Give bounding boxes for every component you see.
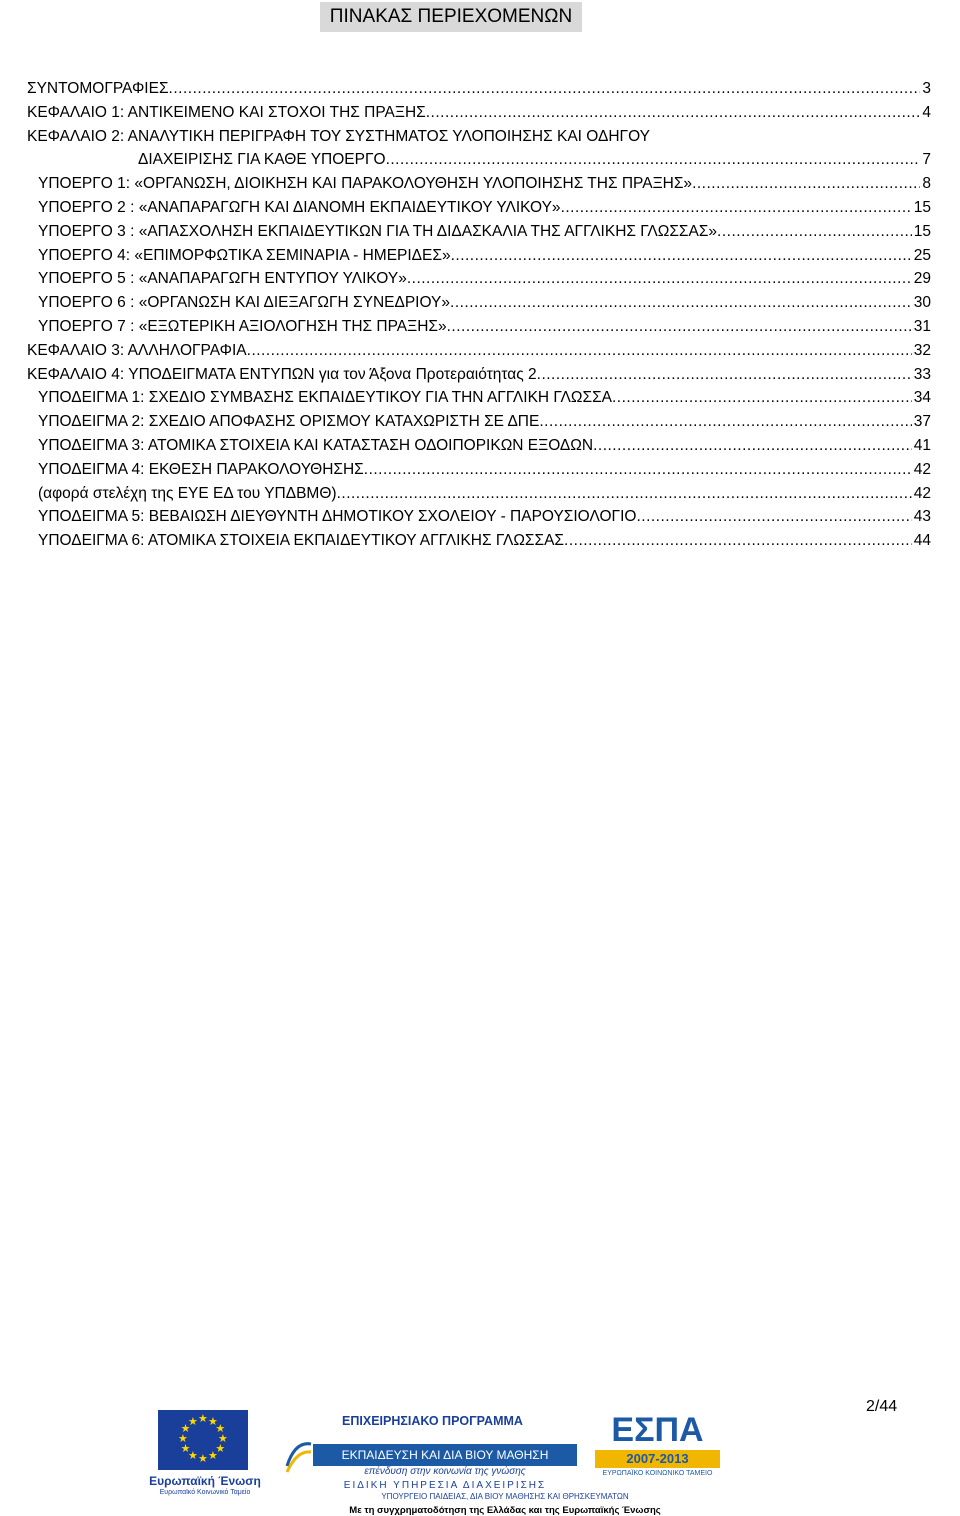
toc-entry-line bbox=[27, 339, 931, 363]
toc-page-number: 25 bbox=[913, 246, 931, 264]
toc-dot-leader bbox=[447, 315, 912, 339]
star-icon: ★ bbox=[188, 1450, 198, 1463]
toc-entry-label: ΚΕΦΑΛΑΙΟ 2: ΑΝΑΛΥΤΙΚΗ ΠΕΡΙΓΡΑΦΗ ΤΟΥ ΣΥΣΤΗΜΑΤΟΣ ΥΛΟΠΟΙΗΣΗΣ ΚΑΙ ΟΔΗΓΟΥ bbox=[27, 127, 650, 145]
toc-entry[interactable] bbox=[27, 363, 931, 387]
toc-page-number: 44 bbox=[913, 532, 931, 550]
toc-entry[interactable] bbox=[27, 244, 931, 268]
toc-entry-label: ΥΠΟΕΡΓΟ 2 : «ΑΝΑΠΑΡΑΓΩΓΗ ΚΑΙ ΔΙΑΝΟΜΗ ΕΚΠΑΙΔΕΥΤΙΚΟΥ ΥΛΙΚΟΥ» bbox=[38, 198, 561, 216]
toc-page-number: 8 bbox=[922, 175, 931, 193]
star-icon: ★ bbox=[208, 1450, 218, 1463]
toc-entry[interactable] bbox=[27, 172, 931, 196]
toc-entry-label: (αφορά στελέχη της ΕΥΕ ΕΔ του ΥΠΔΒΜΘ) bbox=[38, 484, 337, 502]
toc-entry[interactable] bbox=[27, 77, 931, 101]
footer-logos bbox=[140, 1410, 720, 1516]
wave-icon bbox=[285, 1436, 313, 1476]
toc-dot-leader bbox=[451, 244, 912, 268]
toc-entry[interactable] bbox=[27, 196, 931, 220]
eu-flag-icon bbox=[158, 1410, 248, 1470]
toc-entry-line bbox=[27, 77, 931, 101]
toc-page-number: 31 bbox=[913, 317, 931, 335]
toc-entry-line bbox=[38, 410, 931, 434]
cofinance-line: Με τη συγχρηματοδότηση της Ελλάδας και της Ευρωπαϊκής Ένωσης bbox=[349, 1505, 661, 1516]
toc-entry-line bbox=[38, 434, 931, 458]
toc-dot-leader bbox=[692, 172, 920, 196]
toc-entry-label: ΥΠΟΔΕΙΓΜΑ 5: ΒΕΒΑΙΩΣΗ ΔΙΕΥΘΥΝΤΗ ΔΗΜΟΤΙΚΟΥ ΣΧΟΛΕΙΟΥ - ΠΑΡΟΥΣΙΟΛΟΓΙΟ bbox=[38, 508, 637, 526]
toc-entry[interactable] bbox=[27, 529, 931, 553]
toc-entry[interactable] bbox=[27, 101, 931, 125]
toc-entry-line bbox=[27, 101, 931, 125]
toc-entry[interactable] bbox=[27, 125, 931, 173]
toc-page-number: 34 bbox=[913, 389, 931, 407]
toc-entry-line bbox=[38, 196, 931, 220]
operational-programme-logo bbox=[285, 1414, 580, 1504]
toc-dot-leader bbox=[539, 410, 911, 434]
toc-entry-label: ΥΠΟΔΕΙΓΜΑ 3: ΑΤΟΜΙΚΑ ΣΤΟΙΧΕΙΑ ΚΑΙ ΚΑΤΑΣΤΑΣΗ ΟΔΟΙΠΟΡΙΚΩΝ ΕΞΟΔΩΝ bbox=[38, 436, 594, 454]
toc-entry-line bbox=[38, 244, 931, 268]
star-icon: ★ bbox=[180, 1423, 191, 1435]
star-icon: ★ bbox=[178, 1433, 188, 1445]
toc-entry-label: ΥΠΟΕΡΓΟ 1: «ΟΡΓΑΝΩΣΗ, ΔΙΟΙΚΗΣΗ ΚΑΙ ΠΑΡΑΚΟΛΟΥΘΗΣΗ ΥΛΟΠΟΙΗΣΗΣ ΤΗΣ ΠΡΑΞΗΣ» bbox=[38, 175, 693, 193]
toc-page-number: 33 bbox=[913, 365, 931, 383]
op-caption: ΕΠΙΧΕΙΡΗΣΙΑΚΟ ΠΡΟΓΡΑΜΜΑ bbox=[342, 1414, 523, 1428]
toc-entry-label: ΚΕΦΑΛΑΙΟ 1: ΑΝΤΙΚΕΙΜΕΝΟ ΚΑΙ ΣΤΟΧΟΙ ΤΗΣ ΠΡΑΞΗΣ bbox=[27, 103, 426, 121]
toc-entry-line bbox=[38, 386, 931, 410]
toc-page-number: 29 bbox=[913, 270, 931, 288]
toc-entry-label: ΥΠΟΔΕΙΓΜΑ 6: ΑΤΟΜΙΚΑ ΣΤΟΙΧΕΙΑ ΕΚΠΑΙΔΕΥΤΙΚΟΥ ΑΓΓΛΙΚΗΣ ΓΛΩΣΣΑΣ bbox=[38, 532, 565, 550]
toc-entry[interactable] bbox=[27, 220, 931, 244]
page-number: 2/44 bbox=[866, 1398, 898, 1415]
ministry-line: ΥΠΟΥΡΓΕΙΟ ΠΑΙΔΕΙΑΣ, ΔΙΑ ΒΙΟΥ ΜΑΘΗΣΗΣ ΚΑΙ ΘΡΗΣΚΕΥΜΑΤΩΝ bbox=[381, 1492, 629, 1501]
toc-dot-leader bbox=[450, 291, 912, 315]
toc-entry-line bbox=[38, 482, 931, 506]
star-icon: ★ bbox=[198, 1413, 208, 1425]
op-service: ΕΙΔΙΚΗ ΥΠΗΡΕΣΙΑ ΔΙΑΧΕΙΡΙΣΗΣ bbox=[343, 1480, 547, 1491]
star-icon: ★ bbox=[215, 1443, 226, 1455]
toc-entry-label: ΣΥΝΤΟΜΟΓΡΑΦΙΕΣ bbox=[27, 80, 169, 97]
toc-page-number: 41 bbox=[913, 436, 931, 454]
toc-entry[interactable] bbox=[27, 458, 931, 482]
toc-page-number: 37 bbox=[913, 413, 931, 431]
toc-entry-line bbox=[38, 267, 931, 291]
toc-dot-leader bbox=[247, 339, 912, 363]
toc-page-number: 4 bbox=[922, 103, 931, 121]
toc-entry-line bbox=[38, 315, 931, 339]
toc-entry[interactable] bbox=[27, 505, 931, 529]
toc-entry[interactable] bbox=[27, 267, 931, 291]
espa-logo bbox=[595, 1410, 720, 1500]
toc-dot-leader bbox=[636, 505, 911, 529]
toc-dot-leader bbox=[717, 220, 912, 244]
toc-page-number: 30 bbox=[913, 294, 931, 312]
toc-entry-line bbox=[27, 148, 931, 172]
toc-dot-leader bbox=[537, 363, 912, 387]
toc-entry-label: ΚΕΦΑΛΑΙΟ 4: ΥΠΟΔΕΙΓΜΑΤΑ ΕΝΤΥΠΩΝ για τον Άξονα Προτεραιότητας 2 bbox=[27, 365, 537, 383]
star-icon: ★ bbox=[180, 1443, 191, 1455]
toc-dot-leader bbox=[593, 434, 912, 458]
toc-entry-label: ΥΠΟΔΕΙΓΜΑ 4: ΕΚΘΕΣΗ ΠΑΡΑΚΟΛΟΥΘΗΣΗΣ bbox=[38, 460, 364, 478]
toc-entry[interactable] bbox=[27, 482, 931, 506]
toc-dot-leader bbox=[386, 148, 921, 172]
star-icon: ★ bbox=[208, 1415, 218, 1428]
toc-entry-label: ΥΠΟΕΡΓΟ 7 : «ΕΞΩΤΕΡΙΚΗ ΑΞΙΟΛΟΓΗΣΗ ΤΗΣ ΠΡΑΞΗΣ» bbox=[38, 317, 447, 335]
star-icon: ★ bbox=[188, 1415, 198, 1428]
toc-page-number: 43 bbox=[913, 508, 931, 526]
toc-entry-label: ΥΠΟΕΡΓΟ 3 : «ΑΠΑΣΧΟΛΗΣΗ ΕΚΠΑΙΔΕΥΤΙΚΩΝ ΓΙΑ ΤΗ ΔΙΔΑΣΚΑΛΙΑ ΤΗΣ ΑΓΓΛΙΚΗΣ ΓΛΩΣΣΑΣ» bbox=[38, 222, 718, 240]
eu-label: Ευρωπαϊκή Ένωση bbox=[149, 1474, 261, 1488]
toc-entry-label: ΥΠΟΔΕΙΓΜΑ 2: ΣΧΕΔΙΟ ΑΠΟΦΑΣΗΣ ΟΡΙΣΜΟΥ ΚΑΤΑΧΩΡΙΣΤΗ ΣΕ ΔΠΕ bbox=[38, 413, 540, 431]
toc-entry-label-continued: ΔΙΑΧΕΙΡΙΣΗΣ ΓΙΑ ΚΑΘΕ ΥΠΟΕΡΓΟ bbox=[138, 151, 386, 169]
toc-dot-leader bbox=[169, 77, 921, 101]
espa-fund: ΕΥΡΩΠΑΪΚΟ ΚΟΙΝΩΝΙΚΟ ΤΑΜΕΙΟ bbox=[602, 1470, 713, 1477]
page-title: ΠΙΝΑΚΑΣ ΠΕΡΙΕΧΟΜΕΝΩΝ bbox=[320, 2, 582, 32]
eu-logo bbox=[140, 1410, 270, 1500]
toc-page-number: 15 bbox=[913, 222, 931, 240]
toc-dot-leader bbox=[612, 386, 912, 410]
toc-entry-line bbox=[38, 220, 931, 244]
espa-name: ΕΣΠΑ bbox=[611, 1411, 704, 1449]
toc-entry-line bbox=[38, 172, 931, 196]
toc-entry-line bbox=[38, 291, 931, 315]
toc-entry[interactable] bbox=[27, 386, 931, 410]
star-icon: ★ bbox=[218, 1433, 228, 1445]
toc-entry-label: ΥΠΟΕΡΓΟ 6 : «ΟΡΓΑΝΩΣΗ ΚΑΙ ΔΙΕΞΑΓΩΓΗ ΣΥΝΕΔΡΙΟΥ» bbox=[38, 294, 451, 312]
toc-entry[interactable] bbox=[27, 291, 931, 315]
toc-page-number: 7 bbox=[922, 151, 931, 169]
toc-dot-leader bbox=[426, 101, 921, 125]
star-icon: ★ bbox=[198, 1453, 208, 1465]
toc-dot-leader bbox=[407, 267, 912, 291]
toc-page-number: 15 bbox=[913, 198, 931, 216]
espa-years: 2007-2013 bbox=[595, 1450, 720, 1468]
toc-entry[interactable] bbox=[27, 339, 931, 363]
toc-entry-line bbox=[38, 458, 931, 482]
toc-entry-line bbox=[38, 505, 931, 529]
toc-entry-label: ΚΕΦΑΛΑΙΟ 3: ΑΛΛΗΛΟΓΡΑΦΙΑ bbox=[27, 341, 247, 359]
toc-dot-leader bbox=[561, 196, 912, 220]
star-icon: ★ bbox=[215, 1423, 226, 1435]
toc-page-number: 3 bbox=[922, 80, 931, 97]
op-slogan: επένδυση στην κοινωνία της γνώσης bbox=[364, 1466, 526, 1477]
toc-dot-leader bbox=[564, 529, 912, 553]
toc-page-number: 32 bbox=[913, 341, 931, 359]
toc-entry-line bbox=[38, 529, 931, 553]
toc-entry-label: ΥΠΟΕΡΓΟ 4: «ΕΠΙΜΟΡΦΩΤΙΚΑ ΣΕΜΙΝΑΡΙΑ - ΗΜΕΡΙΔΕΣ» bbox=[38, 246, 451, 264]
toc-page-number: 42 bbox=[913, 484, 931, 502]
op-main: ΕΚΠΑΙΔΕΥΣΗ ΚΑΙ ΔΙΑ ΒΙΟΥ ΜΑΘΗΣΗ bbox=[313, 1444, 577, 1466]
toc-entry-label: ΥΠΟΕΡΓΟ 5 : «ΑΝΑΠΑΡΑΓΩΓΗ ΕΝΤΥΠΟΥ ΥΛΙΚΟΥ» bbox=[38, 270, 407, 288]
toc-entry[interactable] bbox=[27, 315, 931, 339]
toc-entry[interactable] bbox=[27, 434, 931, 458]
toc-entry-label: ΥΠΟΔΕΙΓΜΑ 1: ΣΧΕΔΙΟ ΣΥΜΒΑΣΗΣ ΕΚΠΑΙΔΕΥΤΙΚΟΥ ΓΙΑ ΤΗΝ ΑΓΓΛΙΚΗ ΓΛΩΣΣΑ bbox=[38, 389, 612, 407]
toc-page-number: 42 bbox=[913, 460, 931, 478]
toc-entry[interactable] bbox=[27, 410, 931, 434]
toc-entry-line bbox=[27, 363, 931, 387]
toc-dot-leader bbox=[364, 458, 912, 482]
eu-sublabel: Ευρωπαϊκό Κοινωνικό Ταμείο bbox=[159, 1489, 251, 1496]
toc-dot-leader bbox=[337, 482, 912, 506]
table-of-contents bbox=[27, 77, 931, 553]
